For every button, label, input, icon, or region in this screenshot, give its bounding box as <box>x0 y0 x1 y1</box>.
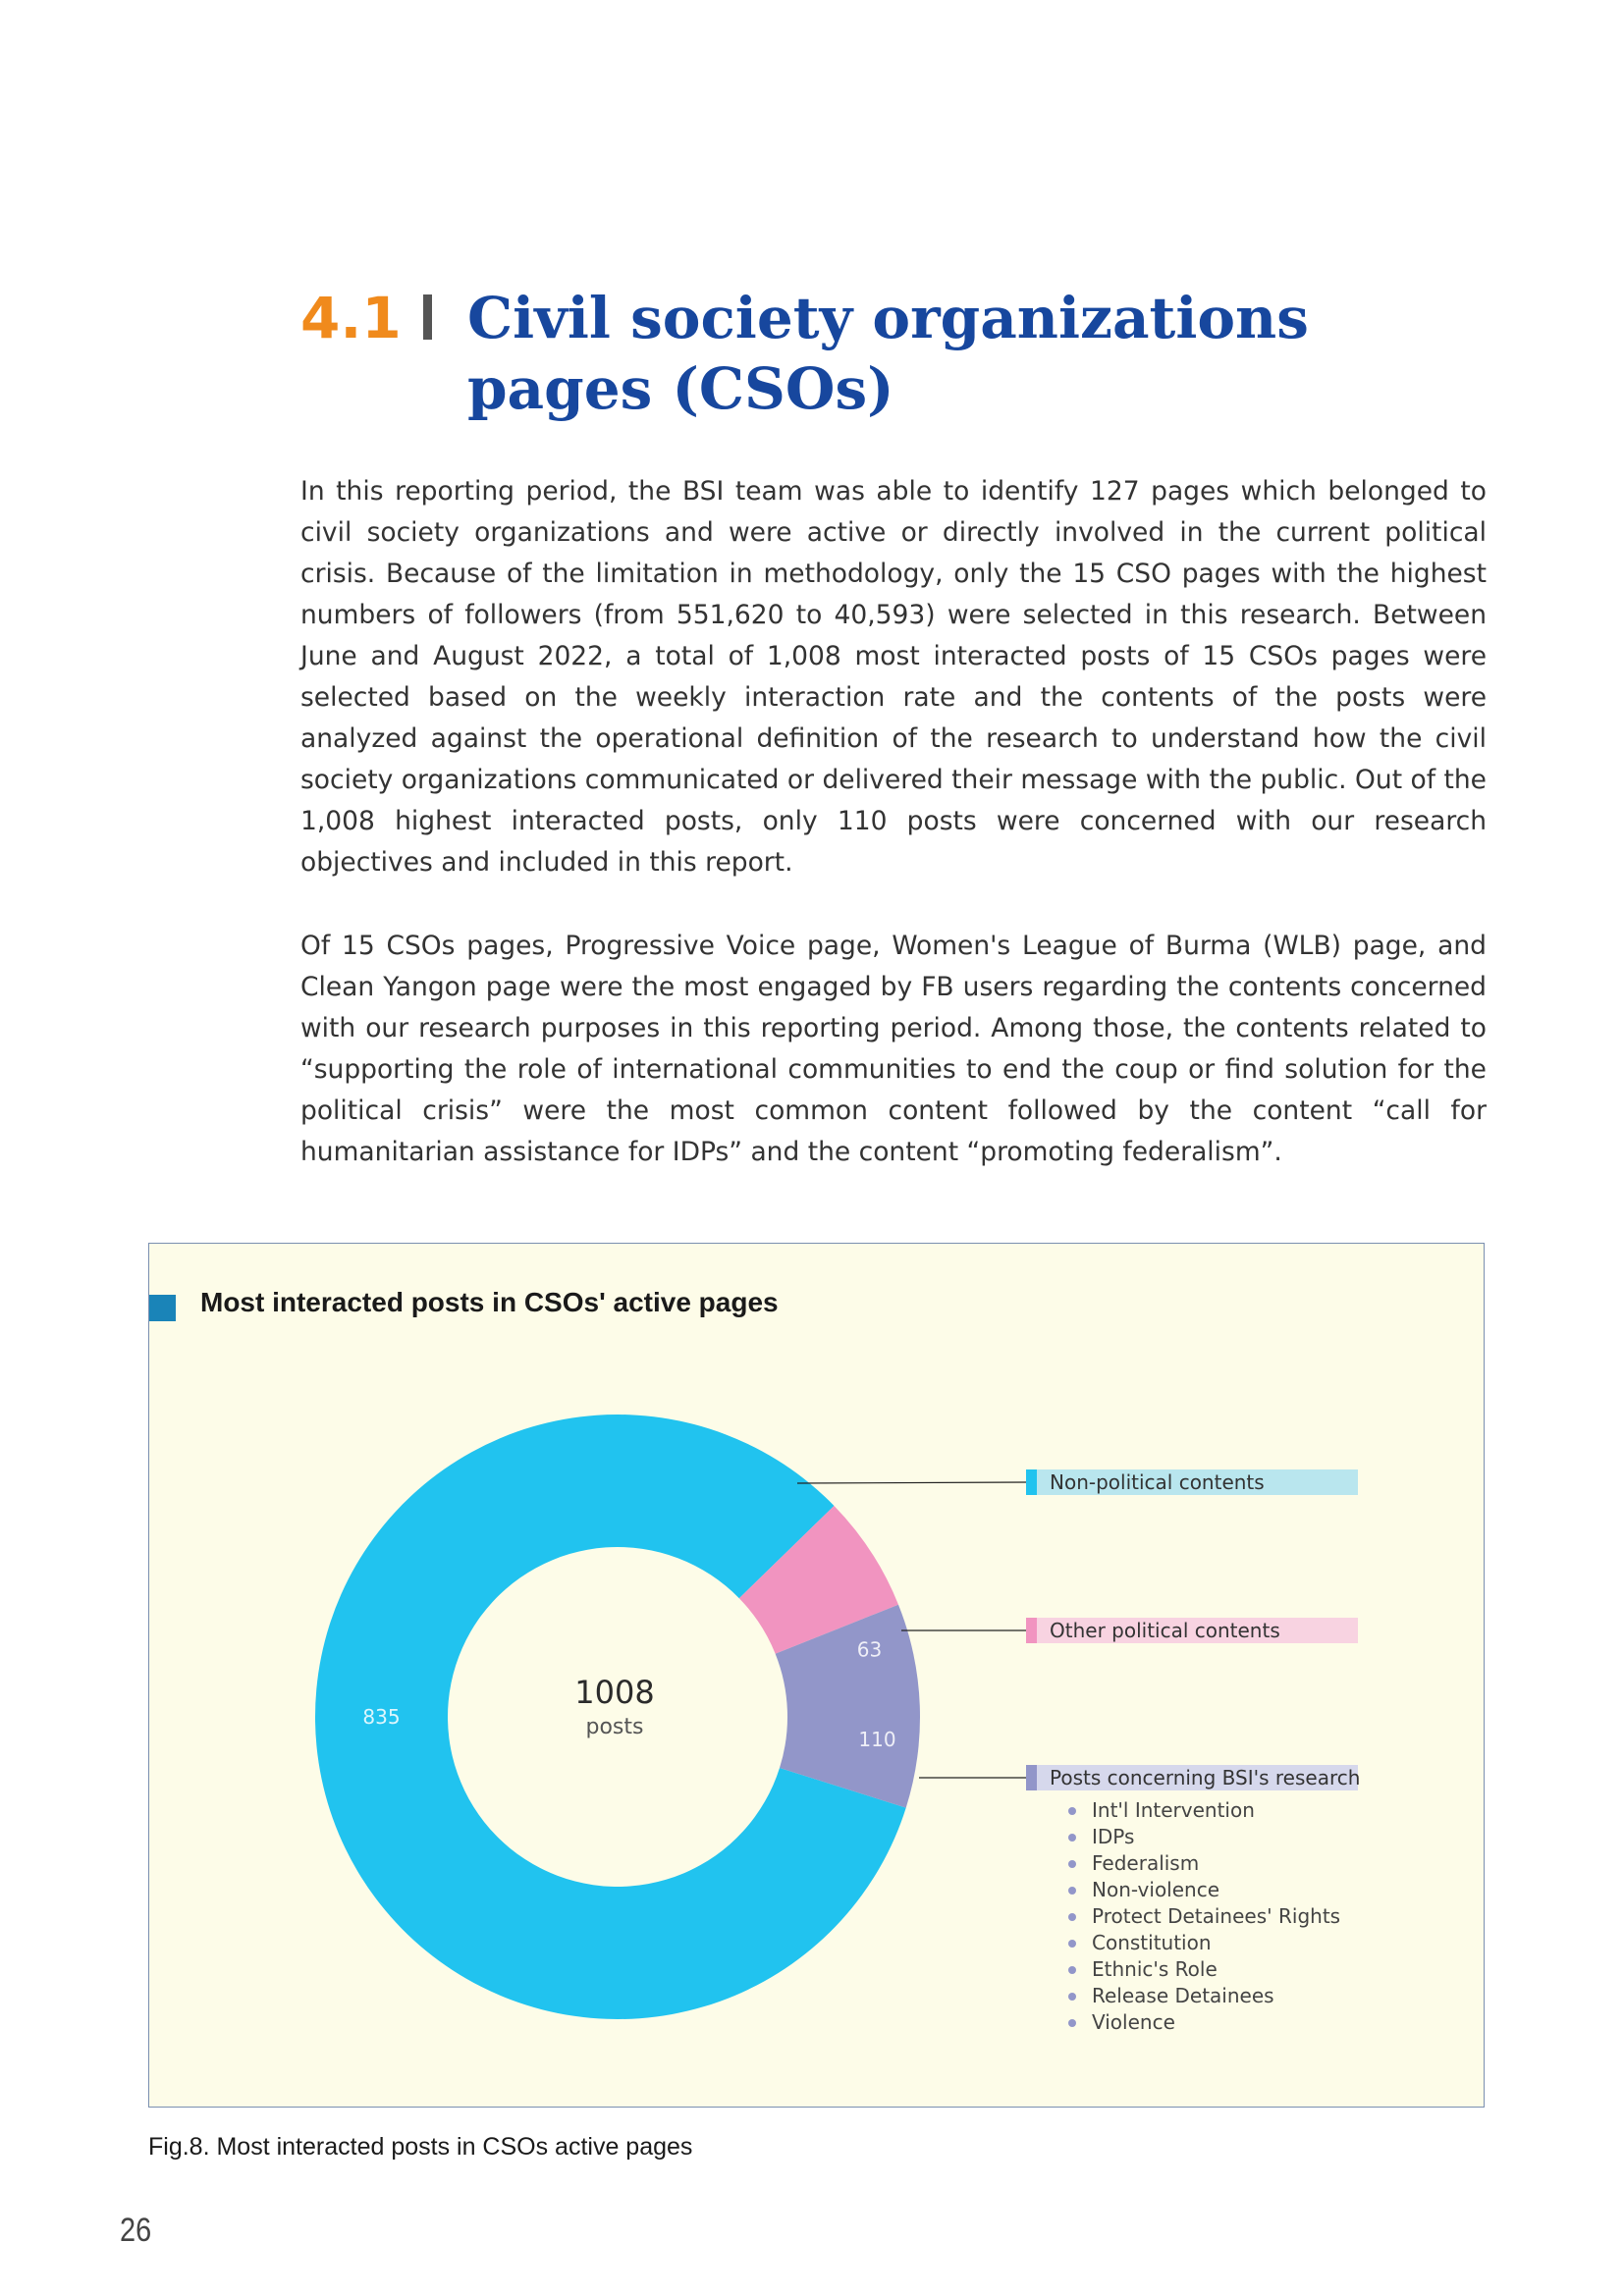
section-divider <box>423 294 432 340</box>
section-title: Civil society organizations pages (CSOs) <box>467 285 1309 422</box>
legend-leader-line-1 <box>797 1482 1026 1483</box>
research-subcategory-item: Int'l Intervention <box>1066 1797 1340 1824</box>
research-subcategory-item: Non-violence <box>1066 1877 1340 1903</box>
slice-value-label-2: 63 <box>856 1637 883 1662</box>
legend-swatch-3 <box>1026 1765 1037 1790</box>
legend-label-1: Non-political contents <box>1050 1470 1265 1494</box>
research-subcategory-item: Constitution <box>1066 1930 1340 1956</box>
research-subcategory-item: Protect Detainees' Rights <box>1066 1903 1340 1930</box>
research-subcategory-item: IDPs <box>1066 1824 1340 1850</box>
legend-swatch-2 <box>1026 1618 1037 1643</box>
page-number: 26 <box>120 2212 152 2249</box>
body-paragraph-1: In this reporting period, the BSI team was able to identify 127 pages which belonged to civil society organizations and were active or directly involved in the current political crisis. Because of the limitation in methodology, only the 15 CSO pages with the highest numbers of followers (from 551,620 to 40,593) were selected in this research. Between June and August 2022, a total of 1,008 most interacted posts of 15 CSOs pages were selected based on the weekly interaction rate and the contents of the posts were analyzed against the operational definition of the research to understand how the civil society organizations communicated or delivered their message with the public. Out of the 1,008 highest interacted posts, only 110 posts were concerned with our research objectives and included in this report. <box>300 476 1487 878</box>
section-number: 4.1 <box>300 285 402 351</box>
chart-title: Most interacted posts in CSOs' active pages <box>200 1287 779 1317</box>
legend-swatch-1 <box>1026 1469 1037 1495</box>
research-subcategory-item: Ethnic's Role <box>1066 1956 1340 1983</box>
research-subcategory-list <box>1066 1797 1340 2036</box>
slice-value-label-1: 835 <box>362 1705 401 1729</box>
chart-panel <box>148 1243 1485 2108</box>
donut-center-sublabel: posts <box>585 1715 644 1739</box>
figure-caption: Fig.8. Most interacted posts in CSOs active pages <box>148 2133 693 2161</box>
legend-label-3: Posts concerning BSI's research <box>1050 1766 1361 1789</box>
research-subcategory-item: Federalism <box>1066 1850 1340 1877</box>
legend-label-2: Other political contents <box>1050 1619 1280 1642</box>
research-subcategory-item: Release Detainees <box>1066 1983 1340 2009</box>
donut-center-total: 1008 <box>574 1674 655 1711</box>
body-paragraph-2: Of 15 CSOs pages, Progressive Voice page, Women's League of Burma (WLB) page, and Clean Yangon page were the most engaged by FB users regarding the contents concerned with our research purposes in this reporting period. Among those, the contents related to “supporting the role of international communities to end the coup or find solution for the political crisis” were the most common content followed by the content “call for humanitarian assistance for IDPs” and the content “promoting federalism”. <box>300 931 1487 1167</box>
research-subcategory-item: Violence <box>1066 2009 1340 2036</box>
slice-value-label-3: 110 <box>858 1728 896 1752</box>
